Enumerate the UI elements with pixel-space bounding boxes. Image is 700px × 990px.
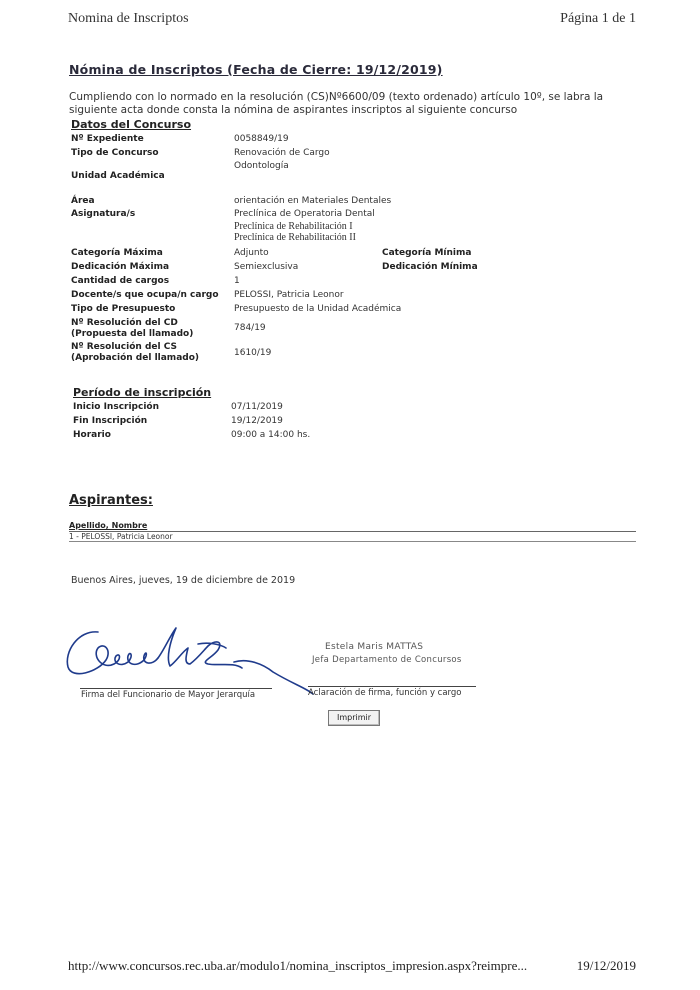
tipo-concurso-value: Renovación de Cargo: [234, 148, 330, 158]
docente-value: PELOSSI, Patricia Leonor: [234, 290, 344, 300]
tipo-presupuesto-value: Presupuesto de la Unidad Académica: [234, 304, 402, 314]
asignatura-label: Asignatura/s: [71, 209, 136, 219]
asignatura-value-1: Preclínica de Operatoria Dental: [234, 209, 375, 219]
section-title-concurso: Datos del Concurso: [71, 118, 192, 131]
expediente-label: Nº Expediente: [71, 134, 144, 144]
aspirante-row-1: 1 - PELOSSI, Patricia Leonor: [69, 532, 173, 541]
horario-value: 09:00 a 14:00 hs.: [231, 430, 311, 440]
firma-caption: Firma del Funcionario de Mayor Jerarquía: [81, 690, 256, 700]
unidad-academica-label: Unidad Académica: [71, 171, 165, 181]
area-label: Área: [71, 196, 95, 206]
resolucion-cs-value: 1610/19: [234, 348, 272, 358]
cantidad-cargos-label: Cantidad de cargos: [71, 276, 170, 286]
aspirantes-row-divider: [69, 541, 636, 542]
resolucion-cs-label: Nº Resolución del CS: [71, 342, 177, 352]
print-footer-url: http://www.concursos.rec.uba.ar/modulo1/nomina_inscriptos_impresion.aspx?reimpre...: [68, 958, 528, 973]
asignatura-value-3: Preclínica de Rehabilitación II: [234, 232, 356, 243]
fecha-lugar: Buenos Aires, jueves, 19 de diciembre de 2019: [71, 575, 296, 586]
dedicacion-minima-label: Dedicación Mínima: [382, 262, 478, 272]
cantidad-cargos-value: 1: [234, 276, 240, 286]
expediente-value: 0058849/19: [234, 134, 289, 144]
firma-line: [80, 688, 272, 689]
aclaracion-line: [308, 686, 476, 687]
stamp-name: Estela Maris MATTAS: [325, 642, 424, 652]
horario-label: Horario: [73, 430, 111, 440]
categoria-maxima-label: Categoría Máxima: [71, 248, 163, 258]
inicio-inscripcion-label: Inicio Inscripción: [73, 402, 160, 412]
resolucion-cd-label: Nº Resolución del CD: [71, 318, 178, 328]
fin-inscripcion-value: 19/12/2019: [231, 416, 283, 426]
print-footer-date: 19/12/2019: [576, 958, 636, 973]
resolucion-cd-value: 784/19: [234, 323, 266, 333]
resolucion-cs-sublabel: (Aprobación del llamado): [71, 353, 199, 363]
tipo-concurso-label: Tipo de Concurso: [71, 148, 159, 158]
intro-paragraph: Cumpliendo con lo normado en la resolución (CS)Nº6600/09 (texto ordenado) artículo 10º, se labra la siguiente acta donde consta la nómina de aspirantes inscriptos al siguiente concurso: [69, 91, 604, 116]
area-value: orientación en Materiales Dentales: [234, 196, 392, 206]
categoria-maxima-value: Adjunto: [234, 248, 269, 258]
inicio-inscripcion-value: 07/11/2019: [231, 402, 283, 412]
print-header-page: Página 1 de 1: [560, 11, 636, 26]
categoria-minima-label: Categoría Mínima: [382, 248, 472, 258]
section-title-periodo: Período de inscripción: [73, 386, 212, 399]
unidad-academica-value: Odontología: [234, 161, 289, 171]
aspirantes-column-header: Apellido, Nombre: [69, 521, 148, 530]
asignatura-value-2: Preclínica de Rehabilitación I: [234, 221, 353, 232]
dedicacion-maxima-value: Semiexclusiva: [234, 262, 299, 272]
print-header-title: Nomina de Inscriptos: [68, 11, 189, 26]
fin-inscripcion-label: Fin Inscripción: [73, 416, 148, 426]
tipo-presupuesto-label: Tipo de Presupuesto: [71, 304, 176, 314]
page-title: Nómina de Inscriptos (Fecha de Cierre: 19/12/2019): [69, 62, 443, 77]
resolucion-cd-sublabel: (Propuesta del llamado): [71, 329, 194, 339]
dedicacion-maxima-label: Dedicación Máxima: [71, 262, 170, 272]
stamp-role: Jefa Departamento de Concursos: [312, 655, 462, 665]
docente-label: Docente/s que ocupa/n cargo: [71, 290, 219, 300]
aclaracion-caption: Aclaración de firma, función y cargo: [308, 688, 462, 698]
section-title-aspirantes: Aspirantes:: [69, 493, 153, 508]
print-button[interactable]: Imprimir: [328, 710, 380, 726]
